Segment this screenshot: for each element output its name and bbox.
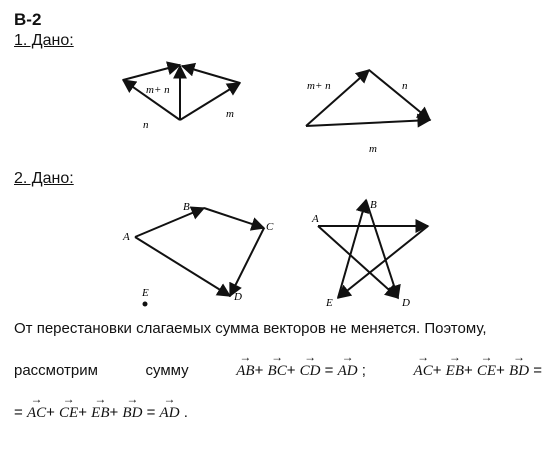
vec-BD: → BD	[509, 346, 529, 388]
task2-right-figure	[318, 200, 428, 298]
equation-1	[236, 346, 366, 388]
label-sum-left: m+ n	[146, 84, 170, 96]
vec-AD: → AD	[338, 346, 358, 388]
point-A-label-star: A	[312, 213, 319, 225]
equals: =	[146, 404, 156, 421]
vector-CD	[230, 228, 264, 296]
word-summu: сумму	[145, 362, 189, 379]
equals: =	[14, 404, 23, 421]
task2-left-figure	[135, 208, 264, 296]
label-n-left: n	[143, 119, 149, 131]
solution-text	[14, 312, 542, 430]
plus: +	[496, 362, 505, 379]
word-rassmotrim: рассмотрим	[14, 362, 98, 379]
task1-title: 1. Дано:	[14, 32, 74, 49]
vec-CE-2: → CE	[59, 388, 78, 430]
solution-line-3	[14, 388, 542, 430]
label-n-right: n	[402, 80, 408, 92]
vector-n-right	[306, 70, 369, 126]
vec-EB-2: → EB	[91, 388, 109, 430]
task2-title: 2. Дано:	[14, 170, 74, 187]
vec-AC: → AC	[414, 346, 433, 388]
label-m-left: m	[226, 108, 234, 120]
equation-2	[414, 346, 542, 388]
plus: +	[463, 362, 473, 379]
point-C-label: C	[266, 221, 274, 233]
point-B-label-star: B	[370, 199, 377, 211]
point-E-label-star: E	[326, 297, 333, 309]
vec-CE: → CE	[477, 346, 496, 388]
vec-BC: → BC	[268, 346, 287, 388]
task1-right-figure	[306, 70, 430, 126]
plus: +	[286, 362, 296, 379]
vec-AB: → AB	[236, 346, 254, 388]
vector-m-right	[306, 120, 430, 126]
point-B-label: B	[183, 201, 190, 213]
point-E	[143, 302, 148, 307]
label-m-right: m	[369, 143, 377, 155]
variant-header: В-2	[14, 10, 42, 29]
vector-AD	[135, 237, 230, 296]
equals: =	[324, 362, 334, 379]
plus: +	[46, 404, 55, 421]
label-sum-right: m+ n	[307, 80, 331, 92]
vec-BD-2: → BD	[122, 388, 142, 430]
period: .	[183, 404, 188, 421]
plus: +	[78, 404, 87, 421]
semicolon: ;	[361, 362, 366, 379]
vec-AD-2: → AD	[160, 388, 180, 430]
vector-CE	[338, 226, 428, 298]
plus: +	[254, 362, 264, 379]
point-E-label: E	[142, 287, 149, 299]
task1-left-figure	[123, 65, 240, 120]
equals: =	[533, 362, 542, 379]
vec-AC-2: → AC	[27, 388, 46, 430]
vector-BC	[204, 208, 264, 228]
solution-line-2	[14, 346, 542, 388]
vector-m-left	[123, 65, 180, 80]
vector-n-left-2	[182, 66, 240, 83]
point-D-label: D	[234, 291, 242, 303]
point-D-label-star: D	[402, 297, 410, 309]
point-A-label: A	[123, 231, 130, 243]
plus: +	[432, 362, 442, 379]
vector-AB	[135, 208, 204, 237]
vector-n-right-2	[369, 70, 430, 120]
vec-EB: → EB	[446, 346, 464, 388]
vec-CD: → CD	[300, 346, 321, 388]
solution-line-1: От перестановки слагаемых сумма векторов не меняется. Поэтому,	[14, 320, 487, 337]
plus: +	[109, 404, 119, 421]
